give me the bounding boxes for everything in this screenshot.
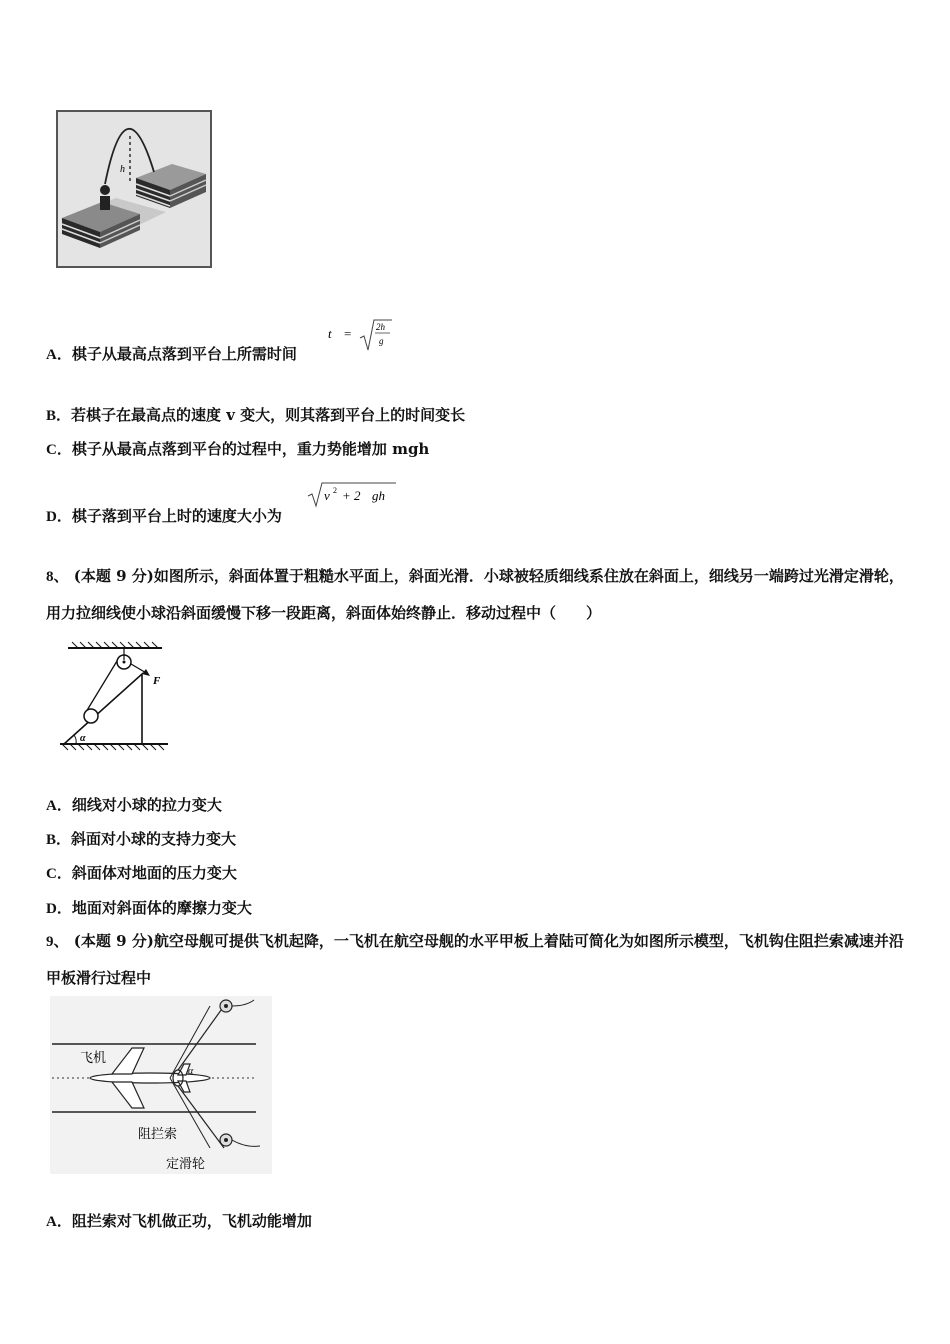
q7-option-a-formula — [324, 316, 396, 356]
svg-text:gh: gh — [372, 488, 385, 503]
q7-option-a: A．棋子从最高点落到平台上所需时间 — [46, 345, 297, 363]
plane-label: 飞机 — [80, 1051, 107, 1066]
q7-option-d: D．棋子落到平台上时的速度大小为 — [46, 507, 282, 525]
pulley-label: 定滑轮 — [166, 1157, 206, 1172]
cable-angle-label: α — [188, 1066, 194, 1077]
aircraft-arresting-figure — [50, 996, 272, 1174]
q8-option-b: B．斜面对小球的支持力变大 — [46, 830, 237, 848]
svg-text:2: 2 — [333, 486, 337, 495]
incline-pulley-figure — [58, 640, 174, 752]
q7-option-b: B．若棋子在最高点的速度 v 变大，则其落到平台上的时间变长 — [46, 406, 466, 424]
svg-text:2h: 2h — [376, 322, 385, 332]
q8-option-d: D．地面对斜面体的摩擦力变大 — [46, 899, 252, 917]
height-label: h — [120, 164, 125, 175]
force-label: F — [153, 675, 161, 687]
svg-text:g: g — [379, 336, 384, 346]
q7-option-d-formula — [306, 480, 398, 510]
svg-text:=: = — [344, 326, 352, 341]
q8-option-a: A．细线对小球的拉力变大 — [46, 796, 222, 814]
svg-text:v: v — [324, 488, 330, 503]
q7-option-c: C．棋子从最高点落到平台的过程中，重力势能增加 mgh — [46, 440, 430, 458]
svg-text:+ 2: + 2 — [342, 488, 361, 503]
chess-jump-figure — [56, 110, 214, 270]
angle-label: α — [80, 733, 86, 744]
cable-label: 阻拦索 — [138, 1127, 178, 1142]
q9-option-a: A．阻拦索对飞机做正功，飞机动能增加 — [46, 1212, 312, 1230]
q9-stem: 9、 (本题 9 分)航空母舰可提供飞机起降，一飞机在航空母舰的水平甲板上着陆可简化为如图所示模型，飞机钩住阻拦索减速并沿甲板滑行过程中 — [46, 932, 904, 987]
svg-text:t: t — [328, 326, 332, 341]
q8-option-c: C．斜面体对地面的压力变大 — [46, 864, 237, 882]
q8-stem: 8、 (本题 9 分)如图所示，斜面体置于粗糙水平面上，斜面光滑．小球被轻质细线系住放在斜面上，细线另一端跨过光滑定滑轮，用力拉细线使小球沿斜面缓慢下移一段距离，斜面体始终静止．移动过程中（ ） — [46, 567, 904, 622]
